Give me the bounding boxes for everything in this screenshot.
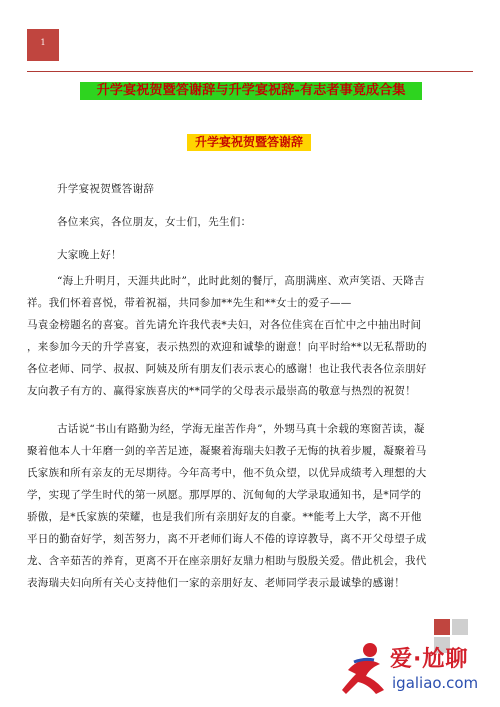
site-logo[interactable]: [340, 640, 490, 700]
header-divider: [27, 71, 473, 72]
speech-title-text: 升学宴祝贺暨答谢辞: [57, 183, 155, 195]
paragraph-line: 马袁金榜题名的喜宴。首先请允许我代表*夫妇，对各位佳宾在百忙中之中抽出时间: [27, 319, 422, 331]
paragraph-2: [27, 418, 475, 594]
evening-text: 大家晚上好！: [57, 249, 122, 261]
paragraph-line: 聚着他本人十年磨一剑的辛苦足迹，凝聚着海瑞夫妇教子无悔的执着步履，凝聚着马: [27, 445, 427, 457]
paragraph-line: 古话说“书山有路勤为经，学海无崖苦作舟”，外甥马真十余载的寒窗苦读，凝: [57, 423, 425, 435]
page-number-badge: [27, 29, 59, 61]
greeting-line: [27, 211, 475, 233]
paragraph-line: 氏家族和所有亲友的无尽期待。今年高考中，他不负众望，以优异成绩考入理想的大: [27, 467, 427, 479]
paragraph-line: “海上升明月，天涯共此时”，此时此刻的餐厅，高朋满座、欢声笑语、天降吉: [57, 275, 425, 287]
speech-title: [27, 178, 475, 200]
paragraph-line: ，来参加今天的升学喜宴，表示热烈的欢迎和诚挚的谢意！向平时给**以无私帮助的: [27, 341, 427, 353]
paragraph-line: 平日的勤奋好学，刻苦努力，离不开老师们诲人不倦的谆谆教导，离不开父母望子成: [27, 533, 427, 545]
paragraph-line: 龙、含辛茹苦的养育，更离不开在座亲朋好友鼎力相助与殷殷关爱。借此机会，我代: [27, 555, 427, 567]
section-title: 升学宴祝贺暨答谢辞: [187, 134, 311, 151]
paragraph-line: 表海瑞夫妇向所有关心支持他们一家的亲朋好友、老师同学表示最诚挚的感谢！: [27, 577, 405, 589]
logo-name: 爱·尬聊: [390, 647, 469, 672]
document-title: 升学宴祝贺暨答谢辞与升学宴祝辞-有志者事竟成合集: [80, 82, 422, 100]
deco-square: [452, 619, 468, 635]
paragraph-line: 友向教子有方的、赢得家族喜庆的**同学的父母表示最崇高的敬意与热烈的祝贺！: [27, 385, 417, 397]
paragraph-line: 学，实现了学生时代的第一夙愿。那厚厚的、沉甸甸的大学录取通知书，是*同学的: [27, 489, 422, 501]
page-number: 1: [40, 38, 46, 47]
paragraph-1: [27, 270, 475, 402]
logo-url: igaliao.com: [392, 674, 479, 692]
greeting-text: 各位来宾，各位朋友，女士们，先生们：: [57, 216, 252, 228]
runner-logo-icon: [340, 640, 394, 698]
evening-line: [27, 244, 475, 266]
paragraph-line: 祥。我们怀着喜悦，带着祝福，共同参加**先生和**女士的爱子——: [27, 297, 352, 309]
paragraph-line: 骄傲，是*氏家族的荣耀，也是我们所有亲朋好友的自豪。**能考上大学，离不开他: [27, 511, 422, 523]
deco-square: [434, 619, 450, 635]
paragraph-line: 各位老师、同学、叔叔、阿姨及所有朋友们表示衷心的感谢！也让我代表各位亲朋好: [27, 363, 427, 375]
